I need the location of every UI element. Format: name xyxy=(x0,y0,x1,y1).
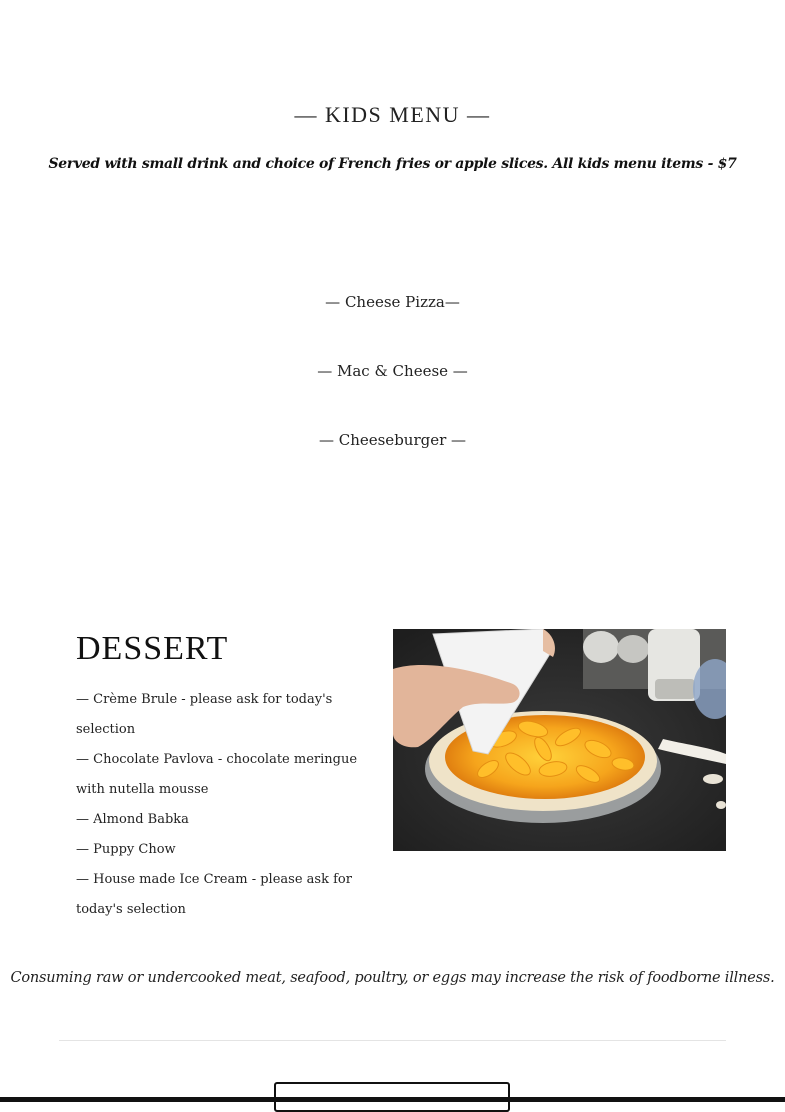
dessert-photo xyxy=(393,629,726,851)
dessert-list xyxy=(76,685,376,925)
kids-menu-item-cheese-pizza: — Cheese Pizza— xyxy=(325,293,460,311)
kids-menu-item-cheeseburger: — Cheeseburger — xyxy=(318,431,467,449)
kids-menu-item-mac-cheese: — Mac & Cheese — xyxy=(317,362,468,380)
section-divider xyxy=(59,1040,726,1041)
dessert-item-creme-brule: — Crème Brule - please ask for today's selection xyxy=(76,692,333,737)
foodborne-illness-disclaimer: Consuming raw or undercooked meat, seafood, poultry, or eggs may increase the risk of foodborne illness. xyxy=(10,970,775,986)
dessert-item-almond-babka: — Almond Babka xyxy=(76,812,189,827)
bottom-bar xyxy=(0,1097,785,1102)
kids-menu-title: — KIDS MENU — xyxy=(294,102,491,127)
kids-menu-subtitle: Served with small drink and choice of French fries or apple slices. All kids menu items - $7 xyxy=(48,156,737,172)
peach-pie-photo xyxy=(393,629,726,851)
dessert-item-ice-cream: — House made Ice Cream - please ask for today's selection xyxy=(76,872,352,917)
dessert-item-puppy-chow: — Puppy Chow xyxy=(76,842,176,857)
dessert-heading: DESSERT xyxy=(76,630,229,667)
dessert-item-chocolate-pavlova: — Chocolate Pavlova - chocolate meringue with nutella mousse xyxy=(76,752,358,797)
